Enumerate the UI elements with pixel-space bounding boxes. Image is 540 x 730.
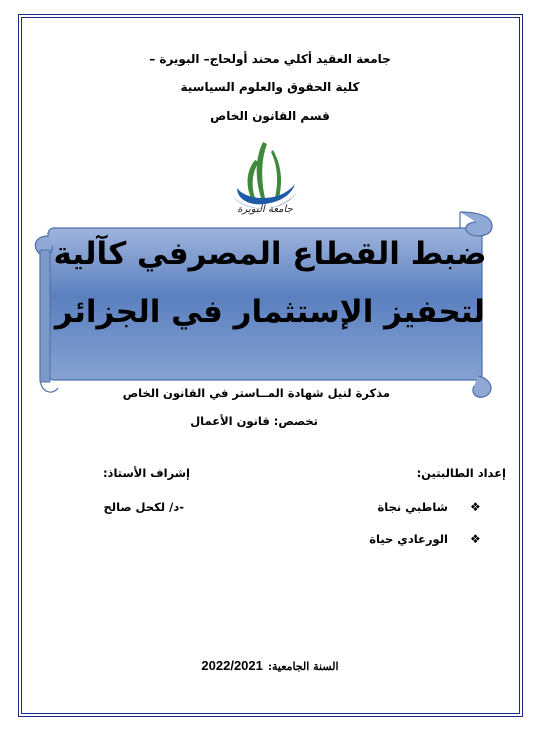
- students-heading: إعداد الطالبتين:: [416, 466, 506, 480]
- bullet-diamond-icon: ❖: [470, 532, 481, 546]
- university-name: جامعة العقيد أكلي محند أولحاج– البويرة –: [149, 52, 391, 66]
- specialty: تخصص: قانون الأعمال: [190, 414, 318, 428]
- academic-year-label: السنة الجامعية:: [267, 660, 339, 673]
- thesis-title-line-1: ضبط القطاع المصرفي كآلية: [53, 236, 487, 272]
- thesis-title-line-2: لتحفيز الإستثمار في الجزائر: [54, 294, 486, 330]
- supervisor-name: -د/ لكحل صالح: [103, 500, 184, 514]
- supervisor-heading: إشراف الأستاذ:: [102, 466, 190, 480]
- logo-caption: جامعة البويرة: [237, 204, 293, 215]
- department-name: قسم القانون الخاص: [210, 109, 330, 123]
- student-name: الورعادي حياة: [369, 532, 448, 546]
- degree-statement: مذكرة لنيل شهادة المــاستر في القانون الخاص: [122, 386, 390, 400]
- bullet-diamond-icon: ❖: [470, 500, 481, 514]
- faculty-name: كلية الحقوق والعلوم السياسية: [180, 80, 360, 94]
- student-name: شاطبي نجاة: [377, 500, 448, 514]
- academic-year: [0, 655, 540, 674]
- academic-year-value: 2022/2021: [201, 658, 263, 673]
